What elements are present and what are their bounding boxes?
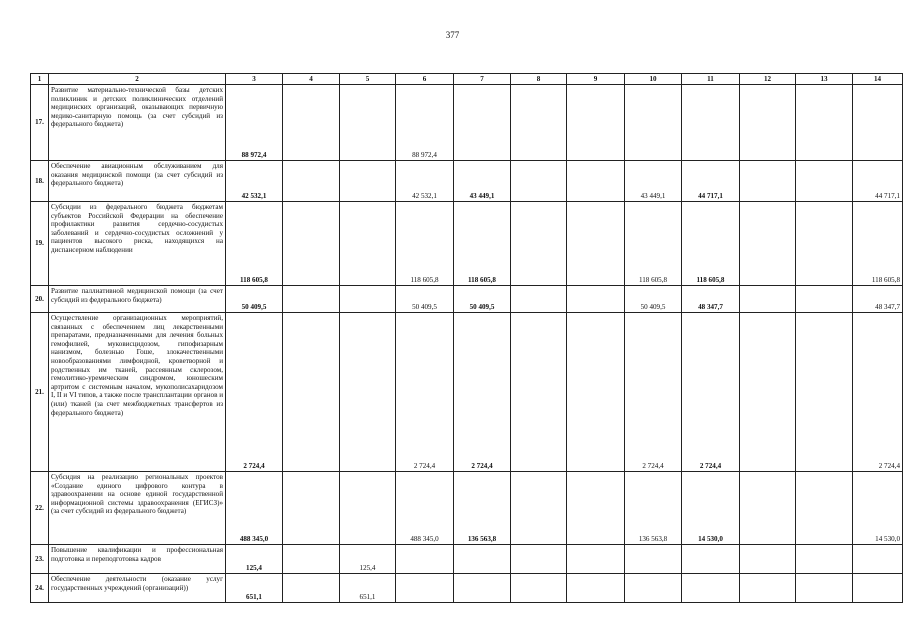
cell-col8 [511,574,567,603]
cell-col7: 43 449,1 [454,161,511,202]
header-cell: 9 [567,74,625,85]
header-cell: 3 [226,74,283,85]
table-row [31,202,903,286]
cell-col4 [283,545,340,574]
cell-col5: 651,1 [340,574,396,603]
cell-col9 [567,313,625,472]
cell-col13 [796,161,853,202]
header-cell: 5 [340,74,396,85]
cell-col4 [283,202,340,286]
header-cell: 2 [49,74,226,85]
cell-col13 [796,545,853,574]
table-row [31,574,903,603]
cell-col8 [511,161,567,202]
table-row [31,545,903,574]
cell-col14 [853,85,903,161]
cell-col14: 14 530,0 [853,472,903,545]
row-number: 22. [31,472,49,545]
cell-col3: 2 724,4 [226,313,283,472]
cell-col9 [567,85,625,161]
row-number: 19. [31,202,49,286]
cell-col11: 14 530,0 [682,472,740,545]
cell-col11 [682,545,740,574]
header-cell: 1 [31,74,49,85]
row-description: Обеспечение авиационным обслуживанием для оказания медицинской помощи (за счет субсидий из федерального бюджета) [49,161,226,202]
cell-col6: 488 345,0 [396,472,454,545]
cell-col5: 125,4 [340,545,396,574]
row-number: 21. [31,313,49,472]
cell-col4 [283,313,340,472]
cell-col3: 42 532,1 [226,161,283,202]
cell-col7 [454,574,511,603]
row-description: Обеспечение деятельности (оказание услуг государственных учреждений (организаций)) [49,574,226,603]
cell-col3: 88 972,4 [226,85,283,161]
cell-col4 [283,286,340,313]
cell-col12 [740,472,796,545]
cell-col14: 44 717,1 [853,161,903,202]
cell-col3: 50 409,5 [226,286,283,313]
budget-table [30,73,903,603]
cell-col12 [740,286,796,313]
cell-col9 [567,202,625,286]
cell-col8 [511,472,567,545]
cell-col12 [740,545,796,574]
cell-col10 [625,574,682,603]
cell-col12 [740,574,796,603]
cell-col10: 136 563,8 [625,472,682,545]
row-number: 23. [31,545,49,574]
row-number: 24. [31,574,49,603]
cell-col9 [567,161,625,202]
cell-col8 [511,313,567,472]
cell-col7: 118 605,8 [454,202,511,286]
cell-col12 [740,202,796,286]
cell-col11: 48 347,7 [682,286,740,313]
cell-col6: 2 724,4 [396,313,454,472]
table-row [31,286,903,313]
cell-col7 [454,85,511,161]
cell-col5 [340,85,396,161]
cell-col5 [340,472,396,545]
cell-col14: 2 724,4 [853,313,903,472]
cell-col9 [567,574,625,603]
cell-col10: 118 605,8 [625,202,682,286]
cell-col3: 118 605,8 [226,202,283,286]
cell-col14 [853,545,903,574]
table-row [31,85,903,161]
cell-col8 [511,85,567,161]
cell-col10 [625,85,682,161]
header-cell: 4 [283,74,340,85]
cell-col13 [796,313,853,472]
cell-col8 [511,286,567,313]
cell-col9 [567,286,625,313]
row-description: Развитие материально-технической базы детских поликлиник и детских поликлинических отделений медицинских организаций, оказывающих первичную медико-санитарную помощь (за счет субсидий из федерального бюджета) [49,85,226,161]
cell-col7: 136 563,8 [454,472,511,545]
table-row [31,313,903,472]
row-number: 18. [31,161,49,202]
cell-col10: 2 724,4 [625,313,682,472]
cell-col12 [740,313,796,472]
cell-col4 [283,161,340,202]
cell-col10: 43 449,1 [625,161,682,202]
cell-col13 [796,85,853,161]
cell-col14 [853,574,903,603]
header-cell: 10 [625,74,682,85]
cell-col11 [682,85,740,161]
cell-col6 [396,574,454,603]
cell-col7 [454,545,511,574]
cell-col3: 125,4 [226,545,283,574]
cell-col4 [283,85,340,161]
row-number: 17. [31,85,49,161]
cell-col13 [796,286,853,313]
cell-col8 [511,202,567,286]
cell-col11: 2 724,4 [682,313,740,472]
cell-col9 [567,472,625,545]
cell-col14: 118 605,8 [853,202,903,286]
cell-col6: 118 605,8 [396,202,454,286]
cell-col11: 44 717,1 [682,161,740,202]
cell-col10 [625,545,682,574]
cell-col6 [396,545,454,574]
row-description: Осуществление организационных мероприятий, связанных с обеспечением лиц лекарственными препаратами, предназначенными для лечения больных гемофилией, муковисцидозом, гипофизарным нанизмом, болезнью Гоше, злокачественными новообразованиями лимфоидной, кроветворной и родственных им тканей, рассеянным склерозом, гемолитико-уремическим синдромом, юношеским артритом с системным началом, мукополисахаридозом I, II и VI типов, а также после трансплантации органов и (или) тканей (за счет межбюджетных трансфертов из федерального бюджета) [49,313,226,472]
header-cell: 8 [511,74,567,85]
header-cell: 14 [853,74,903,85]
header-cell: 11 [682,74,740,85]
row-number: 20. [31,286,49,313]
cell-col5 [340,286,396,313]
cell-col14: 48 347,7 [853,286,903,313]
table-row [31,472,903,545]
cell-col4 [283,472,340,545]
cell-col6: 42 532,1 [396,161,454,202]
row-description: Субсидии из федерального бюджета бюджетам субъектов Российской Федерации на обеспечение профилактики развития сердечно-сосудистых заболеваний и сердечно-сосудистых осложнений у пациентов высокого риска, находящихся на диспансерном наблюдении [49,202,226,286]
cell-col11 [682,574,740,603]
cell-col8 [511,545,567,574]
cell-col3: 488 345,0 [226,472,283,545]
cell-col11: 118 605,8 [682,202,740,286]
cell-col6: 50 409,5 [396,286,454,313]
cell-col7: 50 409,5 [454,286,511,313]
page-number: 377 [445,30,460,40]
table-header-row [31,74,903,85]
cell-col12 [740,85,796,161]
cell-col5 [340,313,396,472]
row-description: Субсидия на реализацию региональных проектов «Создание единого цифрового контура в здравоохранении на основе единой государственной информационной системы здравоохранения (ЕГИСЗ)» (за счет субсидий из федерального бюджета) [49,472,226,545]
header-cell: 7 [454,74,511,85]
row-description: Развитие паллиативной медицинской помощи (за счет субсидий из федерального бюджета) [49,286,226,313]
header-cell: 13 [796,74,853,85]
cell-col7: 2 724,4 [454,313,511,472]
cell-col4 [283,574,340,603]
header-cell: 6 [396,74,454,85]
cell-col12 [740,161,796,202]
cell-col5 [340,202,396,286]
cell-col5 [340,161,396,202]
cell-col13 [796,472,853,545]
row-description: Повышение квалификации и профессиональная подготовка и переподготовка кадров [49,545,226,574]
cell-col6: 88 972,4 [396,85,454,161]
cell-col3: 651,1 [226,574,283,603]
cell-col13 [796,202,853,286]
header-cell: 12 [740,74,796,85]
cell-col13 [796,574,853,603]
cell-col10: 50 409,5 [625,286,682,313]
cell-col9 [567,545,625,574]
table-row [31,161,903,202]
